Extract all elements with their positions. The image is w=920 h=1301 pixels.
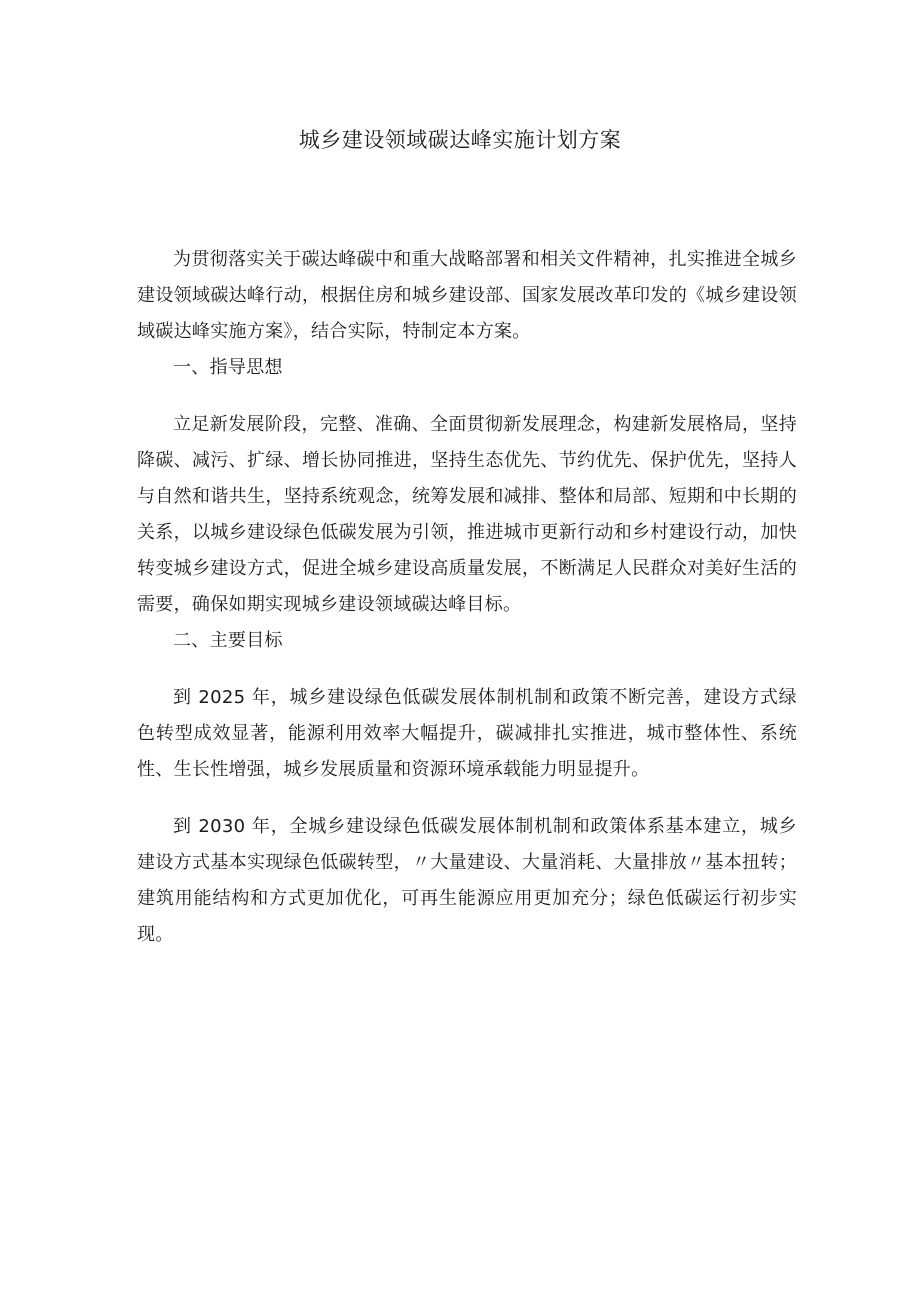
- section-heading-main-goals: 二、主要目标: [173, 630, 283, 651]
- goal-2030-paragraph: 到 2030 年，全城乡建设绿色低碳发展体制机制和政策体系基本建立，城乡建设方式基本实现绿色低碳转型，〃大量建设、大量消耗、大量排放〃基本扭转；建筑用能结构和方式更加优化，可再生能源应用更加充分；绿色低碳运行初步实现。: [137, 816, 797, 945]
- document-title: 城乡建设领域碳达峰实施计划方案: [298, 128, 622, 152]
- guiding-ideology-paragraph: 立足新发展阶段，完整、准确、全面贯彻新发展理念，构建新发展格局，坚持降碳、减污、扩绿、增长协同推进，坚持生态优先、节约优先、保护优先，坚持人与自然和谐共生，坚持系统观念，统筹发展和减排、整体和局部、短期和中长期的关系，以城乡建设绿色低碳发展为引领，推进城市更新行动和乡村建设行动，加快转变城乡建设方式，促进全城乡建设高质量发展，不断满足人民群众对美好生活的需要，确保如期实现城乡建设领域碳达峰目标。: [137, 414, 797, 615]
- intro-paragraph: 为贯彻落实关于碳达峰碳中和重大战略部署和相关文件精神，扎实推进全城乡建设领域碳达峰行动，根据住房和城乡建设部、国家发展改革印发的《城乡建设领域碳达峰实施方案》，结合实际，特制定本方案。: [137, 249, 797, 342]
- goal-2025-paragraph: 到 2025 年，城乡建设绿色低碳发展体制机制和政策不断完善，建设方式绿色转型成效显著，能源利用效率大幅提升，碳减排扎实推进，城市整体性、系统性、生长性增强，城乡发展质量和资源环境承载能力明显提升。: [137, 687, 797, 780]
- document-body: [137, 242, 797, 953]
- section-heading-guiding-ideology: 一、指导思想: [173, 357, 283, 378]
